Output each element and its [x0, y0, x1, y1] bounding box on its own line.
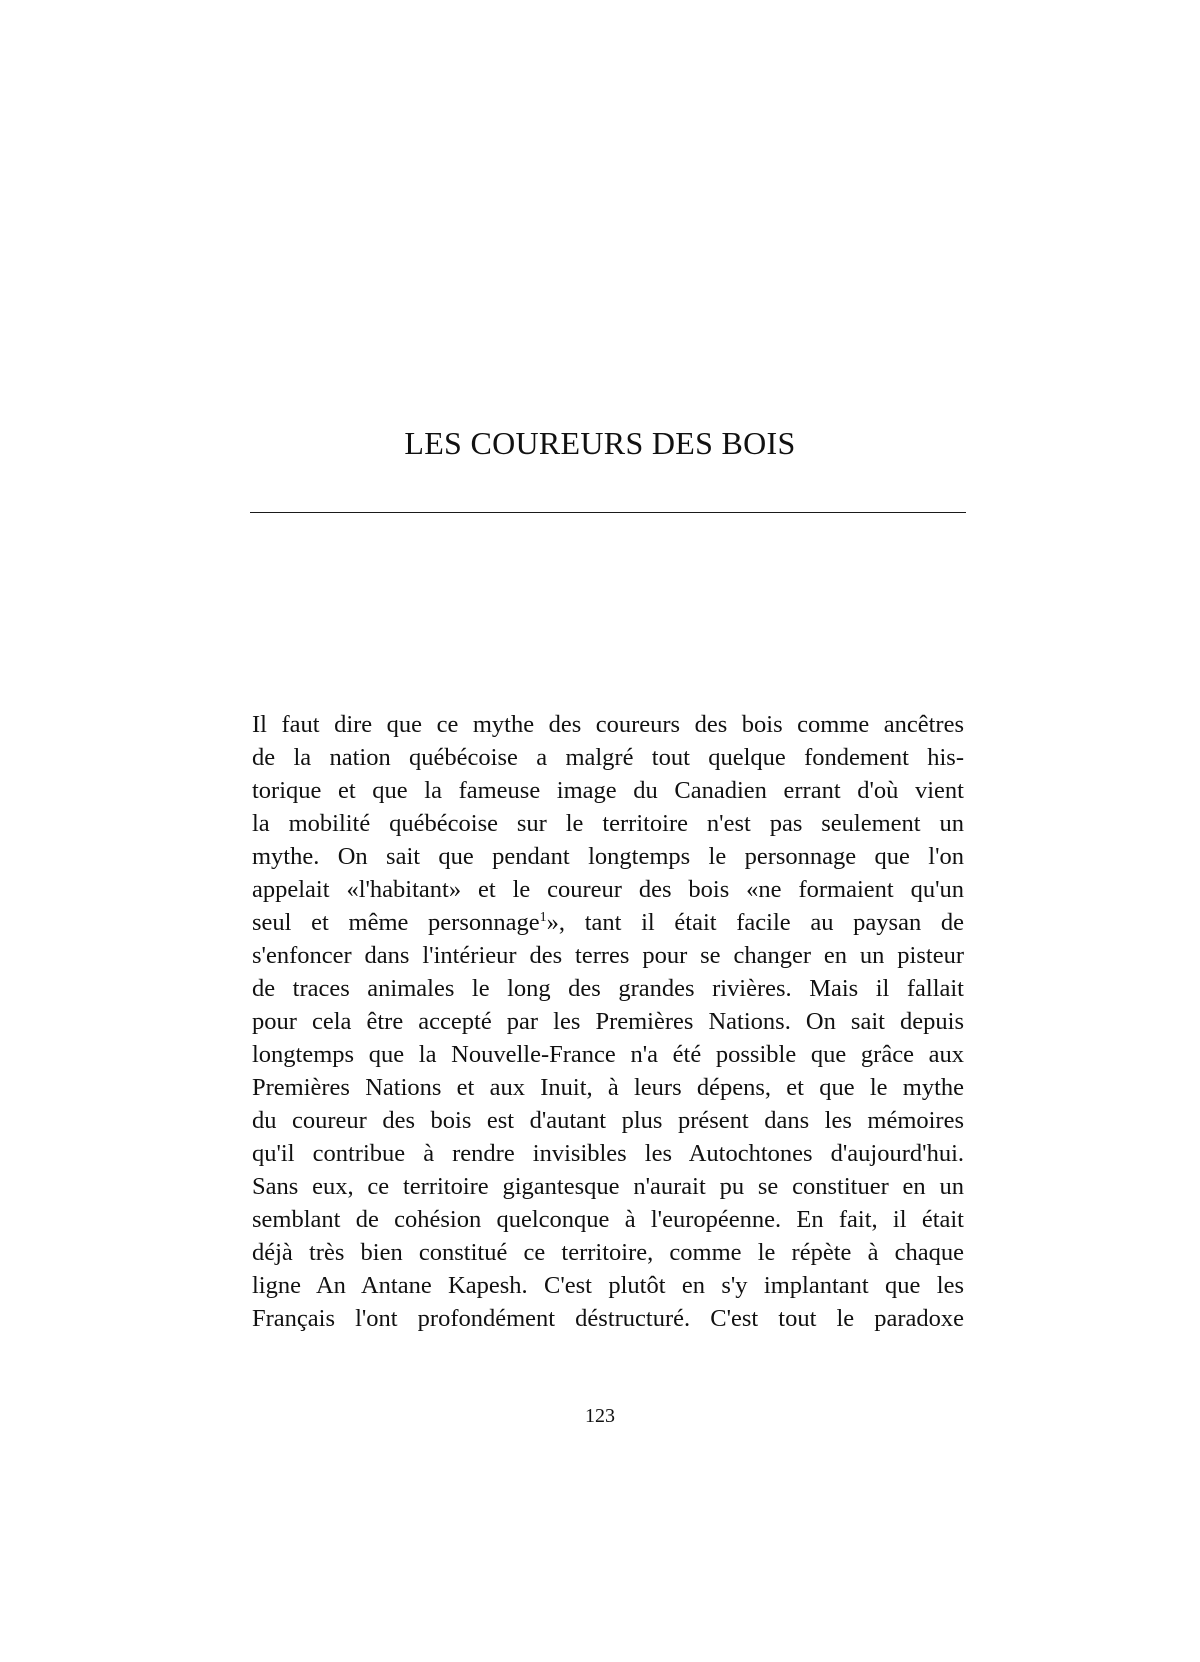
text-line: semblant de cohésion quelconque à l'européenne. En fait, il était: [252, 1206, 964, 1233]
text-line: Premières Nations et aux Inuit, à leurs dépens, et que le mythe: [252, 1074, 964, 1101]
text-line: s'enfoncer dans l'intérieur des terres pour se changer en un pisteur: [252, 942, 964, 969]
text-line: seul et même personnage$^1$», tant il était facile au paysan de: [252, 909, 965, 936]
text-line: longtemps que la Nouvelle-France n'a été possible que grâce aux: [252, 1041, 964, 1068]
text-line: de traces animales le long des grandes rivières. Mais il fallait: [252, 975, 964, 1002]
text-line: pour cela être accepté par les Premières Nations. On sait depuis: [252, 1008, 964, 1035]
text-line: appelait «l'habitant» et le coureur des bois «ne formaient qu'un: [252, 876, 964, 903]
text-line: qu'il contribue à rendre invisibles les Autochtones d'aujourd'hui.: [252, 1140, 964, 1167]
title-divider: [250, 512, 966, 513]
text-line: torique et que la fameuse image du Canadien errant d'où vient: [252, 777, 964, 804]
text-line: déjà très bien constitué ce territoire, comme le répète à chaque: [252, 1239, 964, 1266]
text-line: Sans eux, ce territoire gigantesque n'aurait pu se constituer en un: [252, 1173, 964, 1200]
text-line: la mobilité québécoise sur le territoire n'est pas seulement un: [252, 810, 964, 837]
text-line: Français l'ont profondément déstructuré. C'est tout le paradoxe: [252, 1305, 964, 1332]
text-line: mythe. On sait que pendant longtemps le personnage que l'on: [252, 843, 964, 870]
body-paragraph: [252, 708, 964, 1335]
chapter-title: LES COUREURS DES BOIS: [404, 425, 796, 461]
footnote-marker[interactable]: 1: [539, 910, 547, 925]
page-number: 123: [585, 1405, 615, 1427]
text-line: de la nation québécoise a malgré tout quelque fondement his-: [252, 744, 964, 771]
text-line: du coureur des bois est d'autant plus présent dans les mémoires: [252, 1107, 964, 1134]
text-line: ligne An Antane Kapesh. C'est plutôt en s'y implantant que les: [252, 1272, 964, 1299]
text-line: Il faut dire que ce mythe des coureurs des bois comme ancêtres: [252, 711, 964, 738]
